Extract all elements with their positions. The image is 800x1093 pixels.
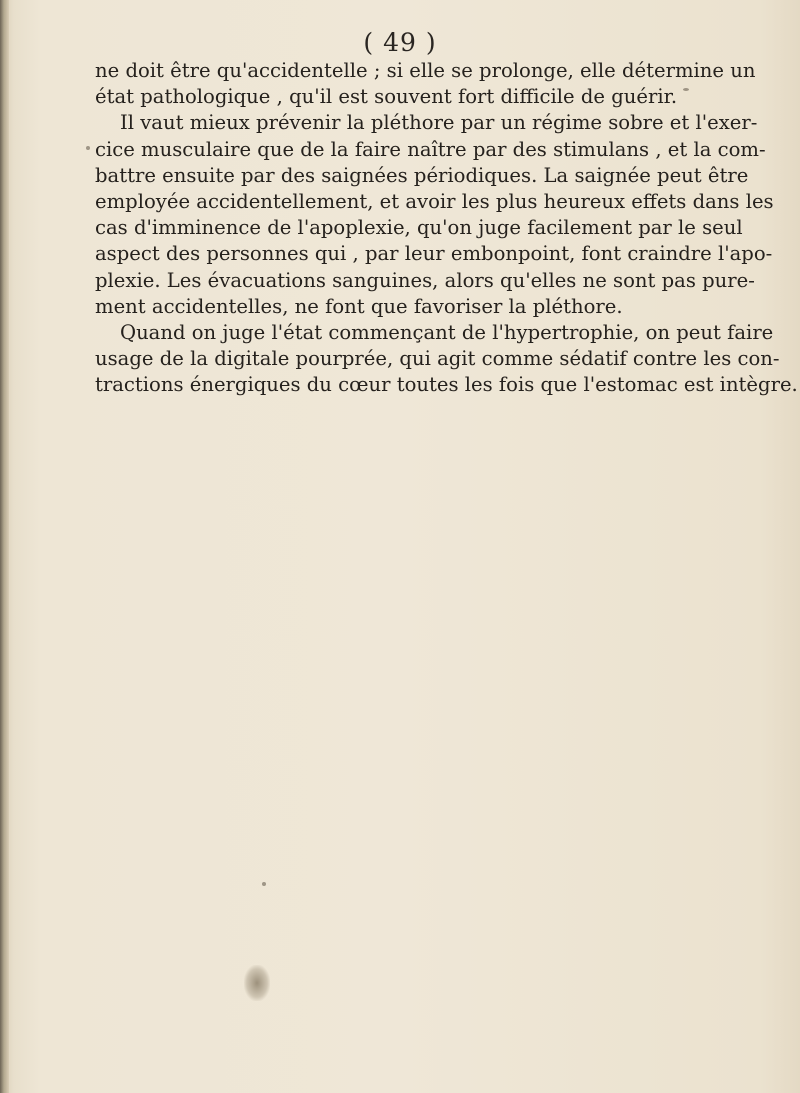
page-number: ( 49 ) [363,28,437,57]
body-text [95,58,798,399]
text-line: plexie. Les évacuations sanguines, alors qu'elles ne sont pas pure- [95,268,755,292]
paper-speck [683,88,689,91]
paper-stain [244,965,270,1001]
text-line: cas d'imminence de l'apoplexie, qu'on juge facilement par le seul [95,216,743,240]
text-line: employée accidentellement, et avoir les plus heureux effets dans les [95,190,774,214]
text-line: battre ensuite par des saignées périodiques. La saignée peut être [95,163,749,187]
text-line: cice musculaire que de la faire naître par des stimulans , et la com- [95,137,766,161]
page-binding-edge [0,0,9,1093]
text-line: ne doit être qu'accidentelle ; si elle se prolonge, elle détermine un [95,59,756,82]
text-line: ment accidentelles, ne font que favoriser la pléthore. [95,294,623,318]
paper-speck [262,882,266,886]
text-line: état pathologique , qu'il est souvent fort difficile de guérir. [95,85,678,109]
text-line: Quand on juge l'état commençant de l'hypertrophie, on peut faire [120,321,774,345]
text-line: Il vaut mieux prévenir la pléthore par un régime sobre et l'exer- [120,111,758,135]
text-line: tractions énergiques du cœur toutes les fois que l'estomac est intègre. [95,373,798,397]
text-line: usage de la digitale pourprée, qui agit comme sédatif contre les con- [95,347,780,371]
text-line: aspect des personnes qui , par leur embonpoint, font craindre l'apo- [95,242,773,266]
paper-speck [86,146,90,150]
